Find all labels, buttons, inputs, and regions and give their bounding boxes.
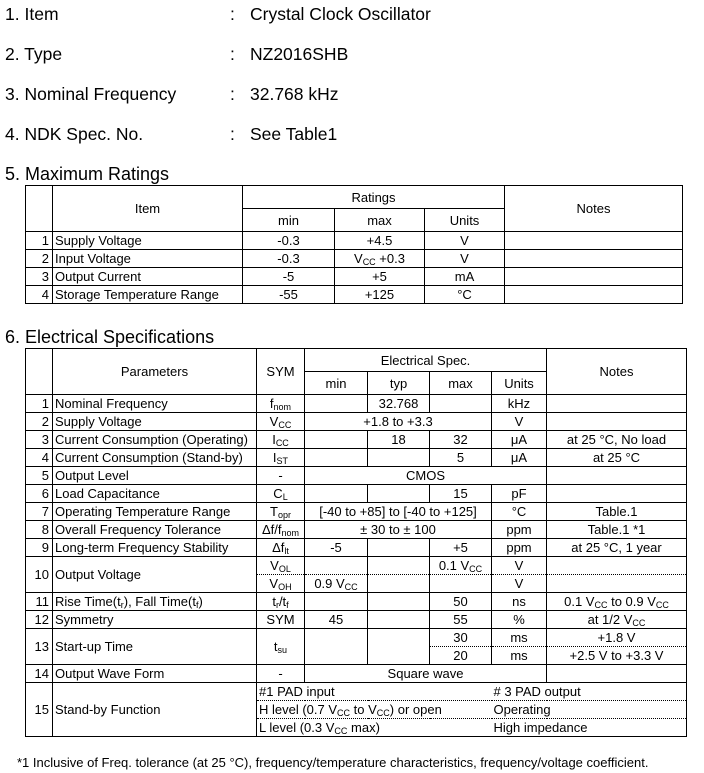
header-electrical-spec: Electrical Spec. xyxy=(305,349,547,372)
table-row: 1 Supply Voltage -0.3 +4.5 V xyxy=(26,232,683,250)
header-sym: SYM xyxy=(257,349,305,395)
table-row: 3 Current Consumption (Operating) $I_{CC}$ 18 32 μA at 25 °C, No load xyxy=(26,431,687,449)
table-row: 2 Supply Voltage $V_{CC}$ +1.8 to +3.3 V xyxy=(26,413,687,431)
table-row: $V_{OH}$ 0.9 $V_{CC}$ V xyxy=(26,575,687,593)
elec-spec-table: Parameters SYM Electrical Spec. Notes min typ max Units 1 Nominal Frequency $f_{nom}$ 32.768 kHz 2 Supply Voltage $V_{CC}$ +1.8 to +3.3 V 3 Current Consumption (Operating) $I_{CC}$ 18 32 μA at 25 °C, No load 4 Current Consumption (Stand-by) $I_{ST}$ 5 μA at 25 °C 5 Output Level - CMOS 6 Load Capacitance $C_L$ 15 pF 7 Operating Temperature Range $T_{opr}$ [-40 to +85] to [-40 to +125] °C Table.1 8 Overall Frequency Tolerance $\Delta f/f_{nom}$ ± 30 to ± 100 ppm Table.1 *1 9 Long-term Frequency Stability $\Delta f_{lt}$ -5 +5 ppm at 25 °C, 1 year 10 Output Voltage $V_{OL}$ 0.1 $V_{CC}$ V $V_{OH}$ 0.9 $V_{CC}$ V 11 Rise $Time(t_r)$, Fall $Time(t_f)$ $t_r/t_f$ 50 ns 0.1 $V_{CC}$ to 0.9 $V_{CC}$ 12 Symmetry SYM 45 55 % at 1/2 $V_{CC}$ 13 Start-up Time $t_{su}$ 30 ms +1.8 V 20 ms +2.5 V to +3.3 V 14 Output Wave Form - Square wave 15 Stand-by Function #1 PAD input # 3 PAD output H level (0.7 $V_{CC}$ to $V_{CC}$) or open Operating L level (0.3 $V_{CC}$ max) High impedance xyxy=(25,348,687,737)
table-row: 6 Load Capacitance $C_L$ 15 pF xyxy=(26,485,687,503)
table-row: 4 Current Consumption (Stand-by) $I_{ST}$ 5 μA at 25 °C xyxy=(26,449,687,467)
table-row: 20 ms +2.5 V to +3.3 V xyxy=(26,647,687,665)
header-ratings: Ratings xyxy=(243,186,505,209)
header-units: Units xyxy=(425,209,505,232)
header-min: min xyxy=(243,209,335,232)
nominal-frequency-value: 32.768 kHz xyxy=(250,84,339,104)
table-row: 2 Input Voltage -0.3 $V_{CC} +0.3$ V xyxy=(26,250,683,268)
table-row: 4 Storage Temperature Range -55 +125 °C xyxy=(26,286,683,304)
table-row: 1 Nominal Frequency $f_{nom}$ 32.768 kHz xyxy=(26,395,687,413)
table-row: 10 Output Voltage $V_{OL}$ 0.1 $V_{CC}$ V xyxy=(26,557,687,575)
type-value: NZ2016SHB xyxy=(250,44,349,64)
max-ratings-title: 5. Maximum Ratings xyxy=(5,164,170,184)
table-row: 3 Output Current -5 +5 mA xyxy=(26,268,683,286)
footnote: *1 Inclusive of Freq. tolerance (at 25 °C), frequency/temperature characteristics, frequency/voltage coefficient. xyxy=(17,755,649,770)
ndk-spec-value: See Table1 xyxy=(250,124,338,144)
table-row: L level (0.3 $V_{CC}$ max) High impedance xyxy=(26,719,687,737)
table-row: 13 Start-up Time $t_{su}$ 30 ms +1.8 V xyxy=(26,629,687,647)
table-row: 15 Stand-by Function #1 PAD input # 3 PAD output xyxy=(26,683,687,701)
header-notes: Notes xyxy=(547,349,687,395)
table-row: 7 Operating Temperature Range $T_{opr}$ [-40 to +85] to [-40 to +125] °C Table.1 xyxy=(26,503,687,521)
table-row: H level (0.7 $V_{CC}$ to $V_{CC}$) or open Operating xyxy=(26,701,687,719)
table-row: 8 Overall Frequency Tolerance $\Delta f/f_{nom}$ ± 30 to ± 100 ppm Table.1 *1 xyxy=(26,521,687,539)
header-item: Item xyxy=(53,186,243,232)
header-notes: Notes xyxy=(505,186,683,232)
header-max: max xyxy=(335,209,425,232)
header-parameters: Parameters xyxy=(53,349,257,395)
elec-spec-title: 6. Electrical Specifications xyxy=(5,327,215,347)
table-row: 5 Output Level - CMOS xyxy=(26,467,687,485)
item-value: Crystal Clock Oscillator xyxy=(250,4,431,24)
max-ratings-table xyxy=(25,185,683,304)
table-row: 12 Symmetry SYM 45 55 % at 1/2 $V_{CC}$ xyxy=(26,611,687,629)
table-row: 14 Output Wave Form - Square wave xyxy=(26,665,687,683)
table-row: 9 Long-term Frequency Stability $\Delta f_{lt}$ -5 +5 ppm at 25 °C, 1 year xyxy=(26,539,687,557)
table-row: 11 Rise $Time(t_r)$, Fall $Time(t_f)$ $t_r/t_f$ 50 ns 0.1 $V_{CC}$ to 0.9 $V_{CC}$ xyxy=(26,593,687,611)
